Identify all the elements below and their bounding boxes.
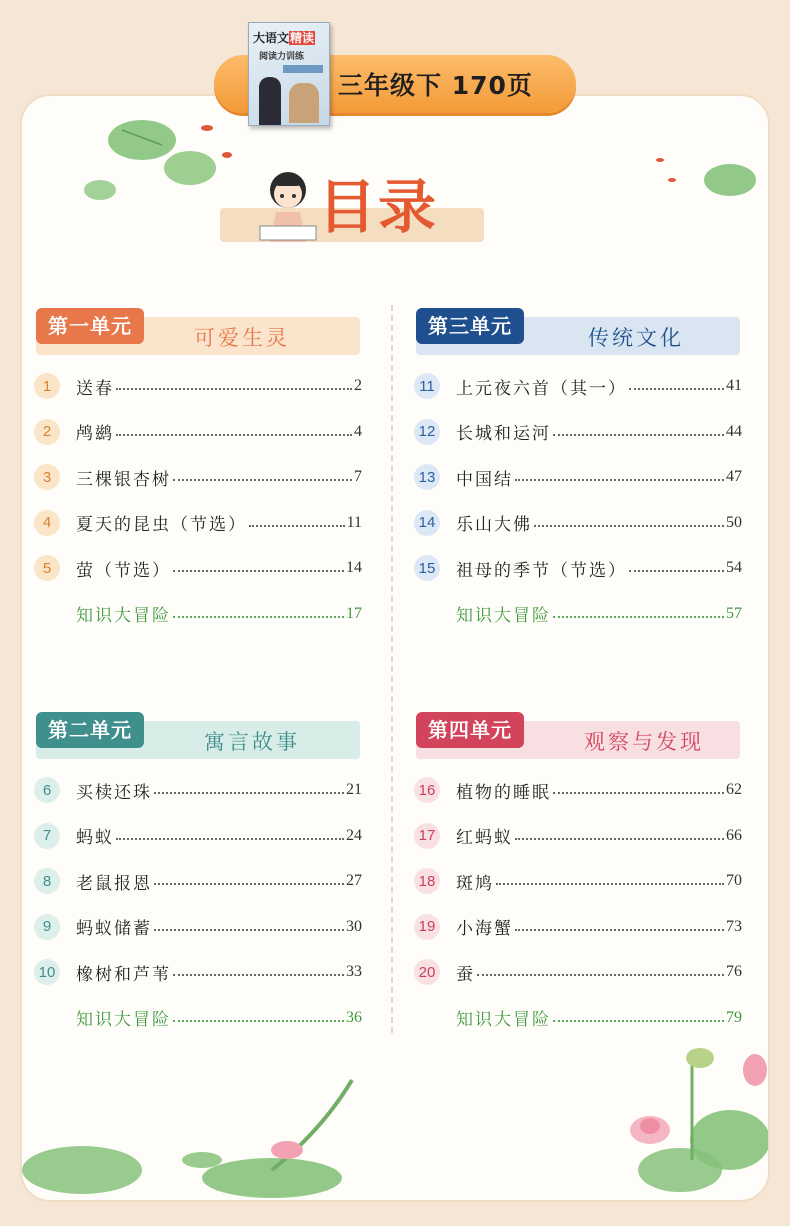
lesson-row[interactable] <box>414 957 742 987</box>
book-figure-man <box>259 77 281 125</box>
page-number: 33 <box>346 963 362 980</box>
knowledge-adventure-title: 知识大冒险 <box>76 1010 171 1030</box>
leader-dots <box>173 1020 344 1022</box>
knowledge-adventure-row[interactable] <box>34 599 362 629</box>
leader-dots <box>553 1020 724 1022</box>
knowledge-adventure-title: 知识大冒险 <box>456 606 551 626</box>
lesson-number: 17 <box>414 823 440 849</box>
lesson-row[interactable] <box>414 371 742 401</box>
lesson-number: 4 <box>34 510 60 536</box>
page-number: 27 <box>346 872 362 889</box>
page-number: 79 <box>726 1008 742 1026</box>
lesson-title: 植物的睡眠 <box>456 782 551 803</box>
knowledge-adventure-row[interactable] <box>414 1003 742 1033</box>
lesson-number: 7 <box>34 823 60 849</box>
lesson-number: 10 <box>34 959 60 985</box>
lesson-row[interactable] <box>34 508 362 538</box>
lesson-number: 11 <box>414 373 440 399</box>
lesson-number: 9 <box>34 914 60 940</box>
lesson-row[interactable] <box>34 371 362 401</box>
page-number: 70 <box>726 872 742 889</box>
leader-dots <box>173 479 352 481</box>
lesson-title: 祖母的季节（节选） <box>456 560 627 581</box>
page-number: 57 <box>726 604 742 622</box>
lesson-title: 老鼠报恩 <box>76 873 152 894</box>
lesson-title: 上元夜六首（其一） <box>456 378 627 399</box>
leader-dots <box>154 929 344 931</box>
lesson-number: 2 <box>34 419 60 445</box>
unit-theme: 可爱生灵 <box>194 326 290 350</box>
lesson-number: 12 <box>414 419 440 445</box>
lesson-number: 14 <box>414 510 440 536</box>
lesson-number: 16 <box>414 777 440 803</box>
book-badge <box>283 65 323 73</box>
page-number: 4 <box>354 422 362 440</box>
unit-label: 第三单元 <box>416 308 524 344</box>
unit-header <box>416 712 740 752</box>
unit-theme: 寓言故事 <box>204 730 300 754</box>
page-number: 54 <box>726 559 742 576</box>
toc-heading <box>220 160 500 246</box>
knowledge-adventure-row[interactable] <box>34 1003 362 1033</box>
lesson-title: 鸬鹚 <box>76 424 114 444</box>
lotus-leaves-top-left <box>22 100 252 210</box>
unit-label: 第二单元 <box>36 712 144 748</box>
leader-dots <box>629 388 724 390</box>
leader-dots <box>116 838 344 840</box>
page-number: 36 <box>346 1008 362 1026</box>
leader-dots <box>515 479 724 481</box>
grade-banner-text: 三年级下 170页 <box>338 71 533 100</box>
leader-dots <box>116 388 352 390</box>
lesson-number: 15 <box>414 555 440 581</box>
lotus-pond-bottom-right <box>600 1030 768 1200</box>
lesson-row[interactable] <box>34 912 362 942</box>
lesson-title: 送春 <box>76 378 114 399</box>
lesson-title: 蚂蚁储蓄 <box>76 919 152 939</box>
leader-dots <box>553 616 724 618</box>
lesson-number: 3 <box>34 464 60 490</box>
unit-header <box>36 712 360 752</box>
lesson-row[interactable] <box>414 508 742 538</box>
lesson-row[interactable] <box>34 821 362 851</box>
lesson-title: 买椟还珠 <box>76 782 152 803</box>
lesson-title: 斑鸠 <box>456 873 494 894</box>
page-number: 2 <box>354 377 362 394</box>
lesson-row[interactable] <box>414 553 742 583</box>
page-number: 41 <box>726 377 742 394</box>
book-subtitle: 阅读力训练 <box>259 52 305 62</box>
lesson-row[interactable] <box>414 912 742 942</box>
page-number: 24 <box>346 826 362 844</box>
lesson-number: 6 <box>34 777 60 803</box>
book-figure-children <box>289 83 319 123</box>
lesson-row[interactable] <box>414 462 742 492</box>
leader-dots <box>534 525 724 527</box>
lesson-row[interactable] <box>34 553 362 583</box>
lesson-title: 红蚂蚁 <box>456 828 513 848</box>
lesson-number: 19 <box>414 914 440 940</box>
knowledge-adventure-title: 知识大冒险 <box>76 606 171 626</box>
lesson-row[interactable] <box>34 775 362 805</box>
reading-girl-icon <box>256 166 320 242</box>
unit-theme: 传统文化 <box>588 326 684 350</box>
column-divider <box>391 305 393 1033</box>
lesson-row[interactable] <box>414 866 742 896</box>
lesson-title: 橡树和芦苇 <box>76 964 171 985</box>
page-number: 21 <box>346 781 362 798</box>
lesson-row[interactable] <box>34 866 362 896</box>
book-cover-thumbnail <box>248 22 330 126</box>
page-number: 11 <box>346 513 362 531</box>
lesson-title: 夏天的昆虫（节选） <box>76 515 247 535</box>
lesson-title: 萤（节选） <box>76 560 171 581</box>
page-number: 44 <box>726 422 742 440</box>
lesson-title: 蚕 <box>456 964 475 985</box>
leader-dots <box>477 974 724 976</box>
lesson-title: 中国结 <box>456 469 513 490</box>
leader-dots <box>116 434 352 436</box>
page-number: 30 <box>346 917 362 935</box>
lesson-title: 蚂蚁 <box>76 828 114 848</box>
leader-dots <box>249 525 345 527</box>
knowledge-adventure-row[interactable] <box>414 599 742 629</box>
leader-dots <box>496 883 724 885</box>
lesson-number: 1 <box>34 373 60 399</box>
unit-header <box>36 308 360 348</box>
leader-dots <box>173 974 344 976</box>
lotus-pond-bottom-left <box>22 1060 402 1200</box>
leader-dots <box>515 929 724 931</box>
page-number: 76 <box>726 963 742 980</box>
lesson-title: 小海蟹 <box>456 919 513 939</box>
lotus-leaf-top-right <box>620 140 770 220</box>
lesson-number: 18 <box>414 868 440 894</box>
leader-dots <box>154 792 344 794</box>
lesson-number: 8 <box>34 868 60 894</box>
lesson-row[interactable] <box>414 417 742 447</box>
leader-dots <box>515 838 724 840</box>
lesson-row[interactable] <box>414 775 742 805</box>
leader-dots <box>553 434 724 436</box>
leader-dots <box>173 570 344 572</box>
lesson-row[interactable] <box>34 957 362 987</box>
lesson-number: 20 <box>414 959 440 985</box>
lesson-row[interactable] <box>34 462 362 492</box>
knowledge-adventure-title: 知识大冒险 <box>456 1010 551 1030</box>
lesson-title: 三棵银杏树 <box>76 469 171 490</box>
lesson-title: 长城和运河 <box>456 424 551 444</box>
lesson-number: 13 <box>414 464 440 490</box>
leader-dots <box>154 883 344 885</box>
unit-label: 第一单元 <box>36 308 144 344</box>
unit-header <box>416 308 740 348</box>
page-number: 17 <box>346 604 362 622</box>
page-number: 7 <box>354 468 362 485</box>
leader-dots <box>173 616 344 618</box>
leader-dots <box>553 792 724 794</box>
page-title: 目录 <box>318 173 439 241</box>
page-number: 14 <box>346 559 362 576</box>
book-title: 大语文精读 <box>253 31 315 45</box>
page-number: 73 <box>726 917 742 935</box>
page-number: 62 <box>726 781 742 798</box>
lesson-row[interactable] <box>414 821 742 851</box>
page-number: 47 <box>726 468 742 485</box>
unit-theme: 观察与发现 <box>584 730 704 754</box>
unit-label: 第四单元 <box>416 712 524 748</box>
page-number: 50 <box>726 513 742 531</box>
lesson-number: 5 <box>34 555 60 581</box>
lesson-title: 乐山大佛 <box>456 515 532 535</box>
lesson-row[interactable] <box>34 417 362 447</box>
page-number: 66 <box>726 826 742 844</box>
leader-dots <box>629 570 724 572</box>
